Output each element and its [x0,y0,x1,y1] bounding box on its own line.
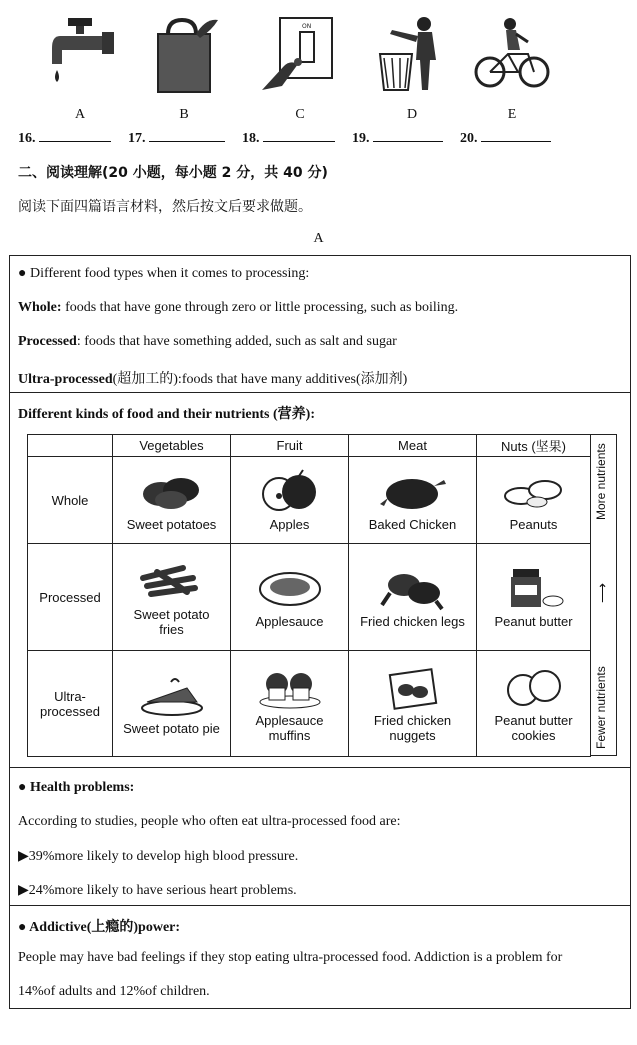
blank-item[interactable]: 17. [128,129,225,147]
pie-slice-icon [137,672,207,718]
food-cell [349,544,477,651]
column-header: Meat [349,435,477,457]
definitions-heading: ● Different food types when it comes to processing: [18,266,310,281]
picture-b [144,14,224,122]
sweet-potato-icon [137,468,207,514]
addictive-line: People may have bad feelings if they stop eating ultra-processed food. Addiction is a problem for [18,950,563,965]
picture-letter: C [295,107,305,122]
svg-text:ON: ON [302,23,312,30]
picture-letter: A [74,107,86,122]
nutrients-heading: Different kinds of food and their nutrients (营养): [18,407,315,422]
light-switch-icon [262,14,342,94]
food-label: Applesauce muffins [255,713,324,743]
food-label: Apples [269,517,310,532]
health-heading: ● Health problems: [18,780,135,795]
applesauce-bowl-icon [255,565,325,611]
apple-icon [255,468,325,514]
processed-definition: Processed: foods that have something added, such as salt and sugar [18,334,397,349]
food-cell [349,651,477,757]
shopping-bag-icon [144,14,224,94]
addictive-box [9,905,631,1009]
blank-item[interactable]: 18. [242,129,335,147]
food-label: Baked Chicken [368,517,457,532]
water-tap-icon [40,14,120,94]
picture-d [372,14,452,122]
table-corner [28,435,113,457]
food-label: Applesauce [255,614,324,629]
addictive-heading: ● Addictive(上瘾的)power: [18,920,181,935]
bicycle-icon [472,14,552,94]
food-label: Peanut butter cookies [494,713,573,743]
row-label: Processed [28,544,113,651]
health-point: ▶39%more likely to develop high blood pressure. [18,849,299,864]
column-header: Vegetables [113,435,231,457]
blank-item[interactable]: 16. [18,129,111,147]
chicken-legs-icon [378,565,448,611]
peanut-butter-jar-icon [499,565,569,611]
health-box [9,767,631,906]
food-cell [349,457,477,544]
instruction-text: 阅读下面四篇语言材料，然后按文后要求做题。 [18,199,312,215]
food-label: Sweet potatoes [126,517,217,532]
health-point: ▶24%more likely to have serious heart problems. [18,883,297,898]
scale-arrow-icon: ⟶ [594,582,610,604]
food-table [27,434,591,757]
section-title: 二、阅读理解(20 小题，每小题 2 分，共 40 分) [18,165,328,181]
definitions-box [9,255,631,393]
food-cell [231,544,349,651]
food-label: Fried chicken nuggets [373,713,452,743]
food-label: Peanut butter [494,614,573,629]
row-label: Whole [28,457,113,544]
food-cell [113,544,231,651]
food-cell [113,457,231,544]
picture-letter: E [507,107,517,122]
food-cell [231,457,349,544]
health-intro: According to studies, people who often eat ultra-processed food are: [18,814,401,829]
ultra-processed-definition: Ultra-processed(超加工的):foods that have many additives(添加剂) [18,372,408,387]
scale-fewer-label: Fewer nutrients [594,666,608,749]
answer-line[interactable] [263,129,335,142]
addictive-line: 14%of adults and 12%of children. [18,984,210,999]
food-cell [231,651,349,757]
nutrient-scale [590,434,617,756]
whole-definition: Whole: foods that have gone through zero or little processing, such as boiling. [18,300,459,315]
picture-c [262,14,342,122]
blank-item[interactable]: 19. [352,129,443,147]
muffins-icon [255,664,325,710]
column-header: Fruit [231,435,349,457]
answer-line[interactable] [39,129,111,142]
food-label: Sweet potato pie [123,720,220,736]
nuggets-box-icon [378,664,448,710]
food-cell [477,544,591,651]
answer-line[interactable] [481,129,551,142]
picture-letter: D [406,107,418,122]
baked-chicken-icon [378,468,448,514]
food-cell [113,651,231,757]
picture-a [40,14,120,122]
picture-e [472,14,552,122]
fries-icon [137,558,207,604]
row-label: Ultra-processed [28,651,113,757]
column-header: Nuts (坚果) [477,435,591,457]
food-label: Peanuts [509,517,558,532]
food-label: Fried chicken legs [360,614,465,629]
food-cell [477,651,591,757]
passage-letter: A [313,231,324,246]
trash-bin-icon [372,14,452,94]
answer-line[interactable] [373,129,443,142]
scale-more-label: More nutrients [594,443,608,520]
picture-letter: B [179,107,189,122]
answer-line[interactable] [149,129,225,142]
food-label: Sweet potato fries [133,606,210,637]
peanuts-icon [499,468,569,514]
cookies-icon [499,664,569,710]
blank-item[interactable]: 20. [460,129,551,147]
answer-blanks [18,129,565,147]
food-cell [477,457,591,544]
